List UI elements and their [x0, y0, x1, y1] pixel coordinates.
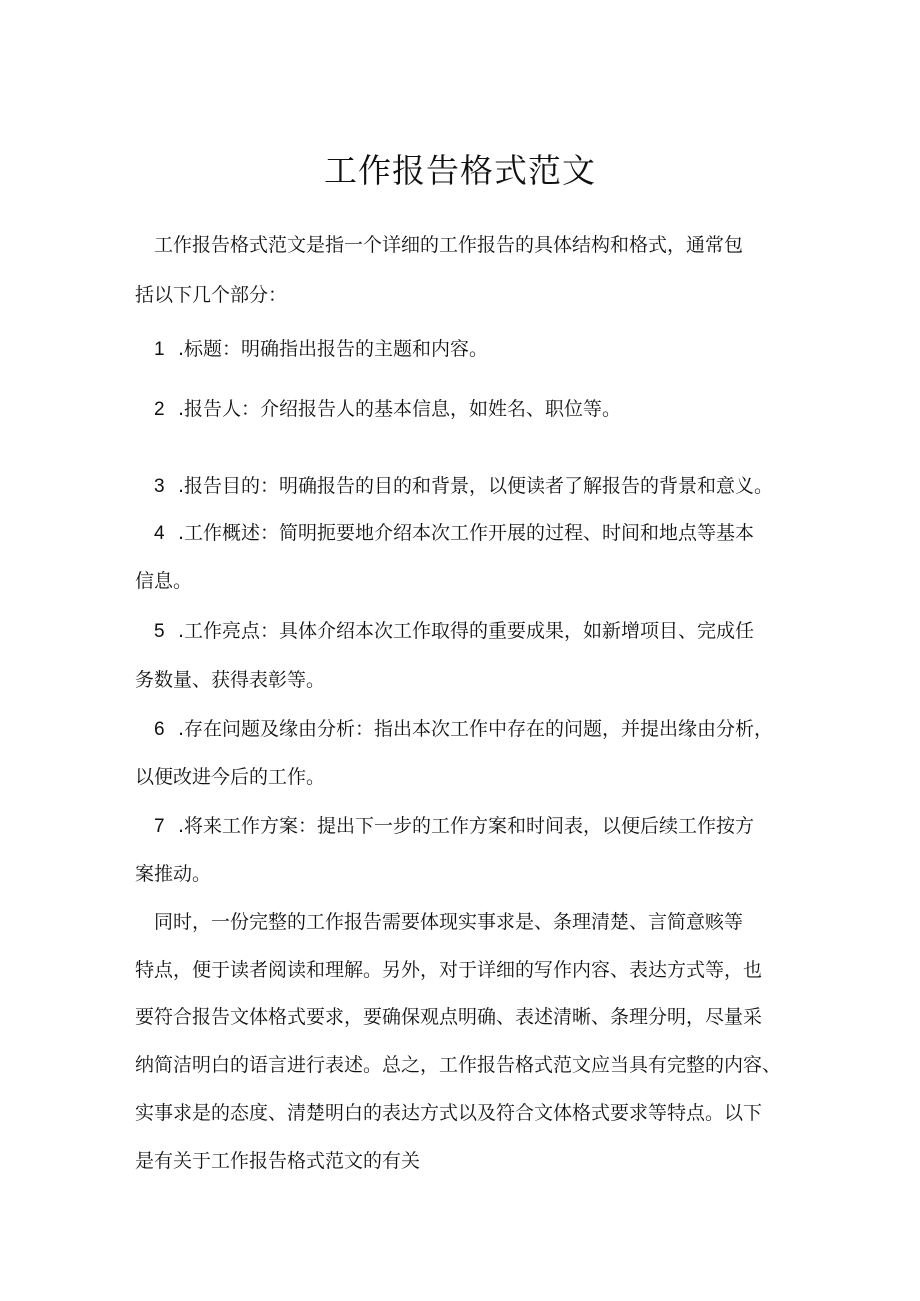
- list-item-text: 以便改进今后的工作。: [135, 766, 326, 788]
- closing-line: 实事求是的态度、清楚明白的表达方式以及符合文体格式要求等特点。以下: [135, 1102, 763, 1124]
- list-item-text: .将来工作方案：提出下一步的工作方案和时间表，以便后续工作按方: [178, 815, 755, 837]
- list-item-text: .标题：明确指出报告的主题和内容。: [178, 338, 489, 360]
- intro-line: 括以下几个部分：: [135, 284, 288, 306]
- closing-line: 是有关于工作报告格式范文的有关: [135, 1150, 421, 1172]
- list-item-number: 6: [154, 719, 165, 740]
- list-item: [135, 619, 795, 692]
- list-item-text: 务数量、获得表彰等。: [135, 669, 326, 691]
- closing-paragraph: [135, 910, 795, 1173]
- list-item-text: .工作概述：简明扼要地介绍本次工作开展的过程、时间和地点等基本: [178, 522, 755, 544]
- list-item: [135, 397, 795, 421]
- list-item-number: 1: [154, 339, 165, 360]
- closing-line: 特点，便于读者阅读和理解。另外，对于详细的写作内容、表达方式等，也: [135, 959, 763, 981]
- list-item-text: .存在问题及缘由分析：指出本次工作中存在的问题，并提出缘由分析，: [178, 718, 774, 740]
- document-title: 工作报告格式范文: [324, 151, 596, 190]
- intro-paragraph: [135, 233, 795, 307]
- list-item-number: 2: [154, 399, 165, 420]
- closing-line: 同时，一份完整的工作报告需要体现实事求是、条理清楚、言简意赅等: [154, 911, 744, 933]
- list-item-number: 4: [154, 523, 165, 544]
- closing-line: 要符合报告文体格式要求，要确保观点明确、表述清晰、条理分明，尽量采: [135, 1006, 763, 1028]
- list-item: [135, 474, 795, 498]
- list-item: [135, 717, 795, 789]
- list-item-text: .工作亮点：具体介绍本次工作取得的重要成果，如新增项目、完成任: [178, 620, 755, 642]
- list-item: [135, 521, 795, 593]
- list-item-text: .报告目的：明确报告的目的和背景，以便读者了解报告的背景和意义。: [178, 475, 774, 497]
- list-item-text: 案推动。: [135, 863, 212, 885]
- list-item: [135, 814, 795, 886]
- list-item-text: .报告人：介绍报告人的基本信息，如姓名、职位等。: [178, 398, 622, 420]
- closing-line: 纳简洁明白的语言进行表述。总之，工作报告格式范文应当具有完整的内容、: [135, 1054, 782, 1076]
- list-item-number: 7: [154, 816, 165, 837]
- list-item: [135, 337, 795, 361]
- list-item-text: 信息。: [135, 570, 193, 592]
- list-item-number: 3: [154, 476, 165, 497]
- intro-line: 工作报告格式范文是指一个详细的工作报告的具体结构和格式，通常包: [154, 234, 744, 256]
- list-item-number: 5: [154, 621, 165, 642]
